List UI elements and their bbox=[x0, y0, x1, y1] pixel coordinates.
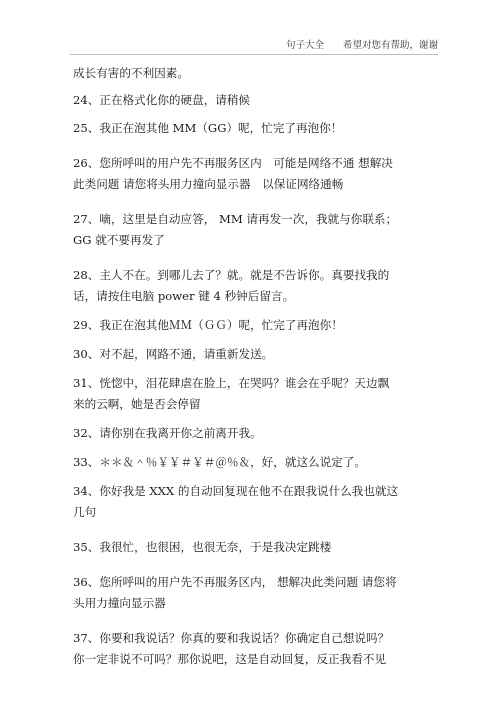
text-line: 32、请你别在我离开你之前离开我。 bbox=[73, 426, 262, 440]
paragraph bbox=[73, 265, 435, 307]
text-line: 31、恍惚中，泪花肆虐在脸上，在哭吗？谁会在乎呢？天边飘 bbox=[73, 376, 390, 390]
paragraph bbox=[73, 63, 435, 84]
paragraph bbox=[73, 209, 435, 251]
paragraph bbox=[73, 628, 435, 670]
text-line: 33、＊＊＆＾％￥￥＃￥＃＠％＆，好，就这么说定了。 bbox=[73, 455, 367, 469]
document-body bbox=[73, 63, 435, 670]
paragraph bbox=[73, 452, 435, 473]
header-divider bbox=[70, 54, 438, 55]
paragraph bbox=[73, 315, 435, 336]
text-line: 29、我正在泡其他ＭＭ（ＧＧ）呢，忙完了再泡你！ bbox=[73, 318, 343, 332]
text-line: 此类问题 请您将头用力撞向显示器 以保证网络通畅 bbox=[73, 177, 344, 191]
text-line: 28、主人不在。到哪儿去了？就。就是不告诉你。真要找我的 bbox=[73, 268, 390, 282]
text-line: 你一定非说不可吗？那你说吧，这是自动回复，反正我看不见 bbox=[73, 652, 387, 666]
paragraph bbox=[73, 90, 435, 111]
text-line: 24、正在格式化你的硬盘，请稍候 bbox=[73, 93, 251, 107]
paragraph bbox=[73, 481, 435, 523]
paragraph bbox=[73, 118, 435, 139]
paragraph bbox=[73, 373, 435, 415]
paragraph bbox=[73, 572, 435, 614]
paragraph bbox=[73, 423, 435, 444]
text-line: 34、你好我是 XXX 的自动回复现在他不在跟我说什么我也就这 bbox=[73, 484, 399, 498]
header-right-text: 希望对您有帮助，谢谢 bbox=[342, 40, 438, 51]
page-header bbox=[286, 37, 438, 51]
text-line: 25、我正在泡其他 MM（GG）呢，忙完了再泡你！ bbox=[73, 121, 343, 135]
text-line: 来的云啊，她是否会停留 bbox=[73, 397, 201, 411]
text-line: 36、您所呼叫的用户先不再服务区内， 想解决此类问题 请您将 bbox=[73, 575, 397, 589]
text-line: 成长有害的不利因素。 bbox=[73, 66, 189, 80]
text-line: 话，请按住电脑 power 键 4 秒钟后留言。 bbox=[73, 289, 295, 303]
text-line: 35、我很忙，也很困，也很无奈，于是我决定跳楼 bbox=[73, 540, 332, 554]
text-line: 37、你要和我说话？你真的要和我说话？你确定自己想说吗？ bbox=[73, 631, 390, 645]
text-line: 27、嘀，这里是自动应答， MM 请再发一次，我就与你联系； bbox=[73, 212, 398, 226]
text-line: 几句 bbox=[73, 505, 97, 519]
text-line: 30、对不起，网路不通，请重新发送。 bbox=[73, 347, 274, 361]
paragraph bbox=[73, 537, 435, 558]
header-left-text: 句子大全 bbox=[285, 40, 324, 51]
paragraph bbox=[73, 344, 435, 365]
text-line: 26、您所呼叫的用户先不再服务区内 可能是网络不通 想解决 bbox=[73, 156, 393, 170]
paragraph bbox=[73, 153, 435, 195]
text-line: 头用力撞向显示器 bbox=[73, 596, 166, 610]
text-line: GG 就不要再发了 bbox=[73, 233, 165, 247]
